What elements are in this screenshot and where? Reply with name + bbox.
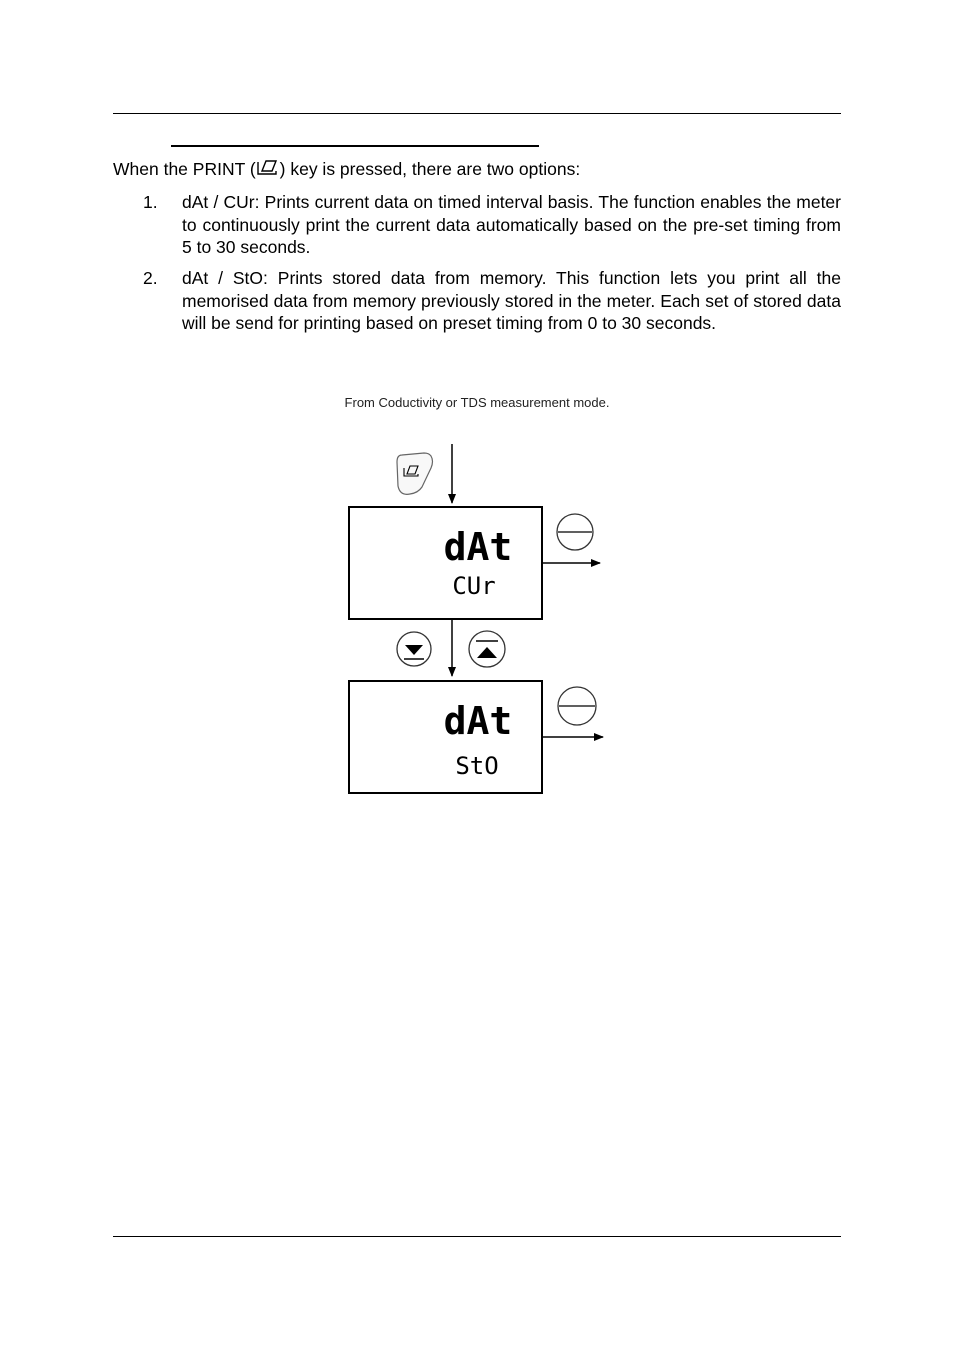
lcd-display-2-line1: dAt	[443, 699, 513, 743]
up-arrow-key-icon	[469, 631, 505, 667]
diagram-caption: From Coductivity or TDS measurement mode.	[344, 395, 610, 410]
intro-text-before: When the PRINT (	[113, 159, 256, 179]
lcd-display-1-line2: CUr	[452, 572, 496, 600]
enter-key-icon	[558, 687, 596, 725]
enter-key-icon	[557, 514, 593, 550]
option-number: 2.	[143, 268, 158, 288]
lcd-display-1-line1: dAt	[443, 525, 513, 569]
option-text: dAt / StO: Prints stored data from memory. This function lets you print all the memorised data from memory previously stored in the meter. Each set of stored data will be send for printing based on preset timing from 0 to 30 seconds.	[182, 268, 841, 333]
print-key-icon	[397, 453, 433, 494]
intro-text-after: ) key is pressed, there are two options:	[279, 159, 581, 179]
option-number: 1.	[143, 192, 158, 212]
option-text: dAt / CUr: Prints current data on timed interval basis. The function enables the meter to continuously print the current data automatically based on the pre-set timing from 5 to 30 seconds.	[182, 192, 841, 257]
lcd-display-2-line2: StO	[455, 752, 499, 780]
down-arrow-key-icon	[397, 632, 431, 666]
